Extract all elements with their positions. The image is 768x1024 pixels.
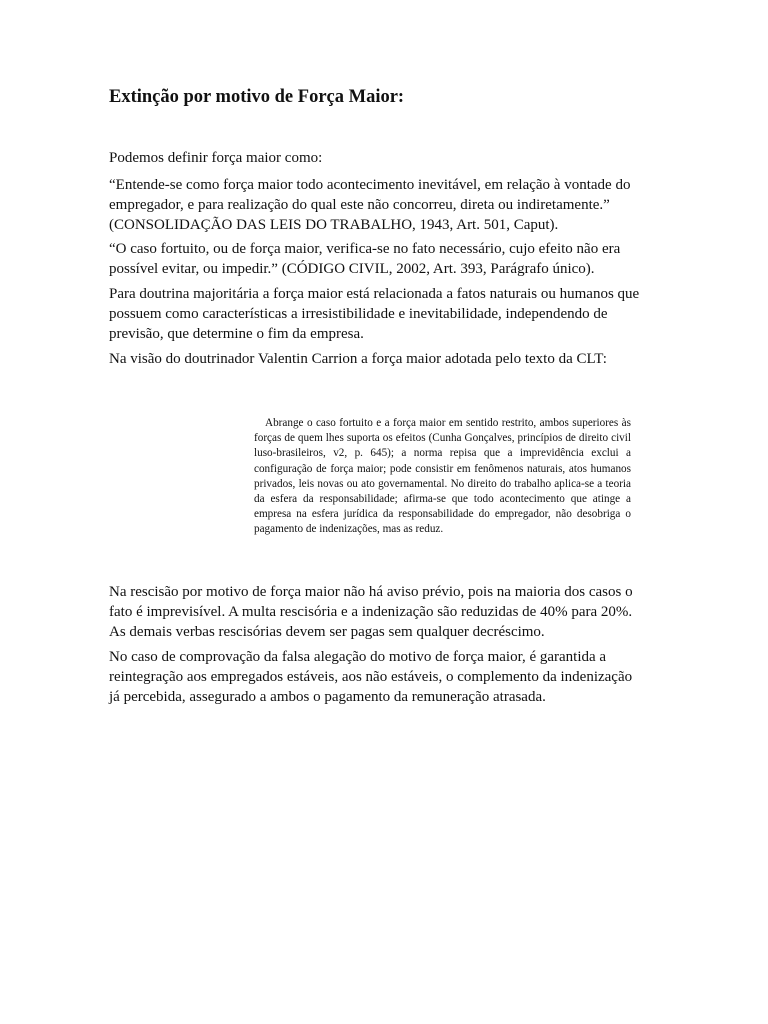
false-claim-line: já percebida, assegurado a ambos o pagamento da remuneração atrasada. <box>109 689 546 705</box>
civil-code-quote-paragraph <box>109 239 669 279</box>
rescission-line: fato é imprevisível. A multa rescisória e a indenização são reduzidas de 40% para 20%. <box>109 604 633 620</box>
carrion-intro-paragraph: Na visão do doutrinador Valentin Carrion a força maior adotada pelo texto da CLT: <box>109 351 607 367</box>
doctrine-line: previsão, que determine o fim da empresa. <box>109 326 364 342</box>
doctrine-paragraph <box>109 284 669 344</box>
rescission-line: As demais verbas rescisórias devem ser pagas sem qualquer decréscimo. <box>109 624 545 640</box>
rescission-line: Na rescisão por motivo de força maior não há aviso prévio, pois na maioria dos casos o <box>109 584 633 600</box>
clt-quote-line: (CONSOLIDAÇÃO DAS LEIS DO TRABALHO, 1943, Art. 501, Caput). <box>109 217 559 233</box>
clt-quote-line: “Entende-se como força maior todo acontecimento inevitável, em relação à vontade do <box>109 177 631 193</box>
carrion-block-quote: Abrange o caso fortuito e a força maior em sentido restrito, ambos superiores às forças de quem lhes suporta os efeitos (Cunha Gonçalves, princípios de direito civil luso-brasileiros, v2, p. 645); a norma repisa que a imprevidência exclui a configuração de força maior; pode consistir em fenômenos naturais, atos humanos privados, leis novas ou ato governamental. No direito do trabalho aplica-se a teoria da esfera da responsabilidade; afirma-se que todo acontecimento que atinge a empresa na esfera jurídica da responsabilidade do empregador, não desobriga o pagamento de indenizações, mas as reduz. <box>254 417 631 536</box>
rescission-paragraph <box>109 582 669 642</box>
clt-quote-paragraph <box>109 175 669 235</box>
doctrine-line: possuem como características a irresistibilidade e inevitabilidade, independendo de <box>109 306 608 322</box>
doctrine-line: Para doutrina majoritária a força maior está relacionada a fatos naturais ou humanos que <box>109 286 640 302</box>
page-title: Extinção por motivo de Força Maior: <box>109 87 405 107</box>
clt-quote-line: empregador, e para realização do qual este não concorreu, direta ou indiretamente.” <box>109 197 610 213</box>
false-claim-paragraph <box>109 647 669 707</box>
false-claim-line: No caso de comprovação da falsa alegação do motivo de força maior, é garantida a <box>109 649 607 665</box>
false-claim-line: reintegração aos empregados estáveis, aos não estáveis, o complemento da indenização <box>109 669 633 685</box>
civil-code-quote-line: possível evitar, ou impedir.” (CÓDIGO CIVIL, 2002, Art. 393, Parágrafo único). <box>109 261 595 277</box>
civil-code-quote-line: “O caso fortuito, ou de força maior, verifica-se no fato necessário, cujo efeito não era <box>109 241 621 257</box>
intro-paragraph: Podemos definir força maior como: <box>109 150 323 166</box>
